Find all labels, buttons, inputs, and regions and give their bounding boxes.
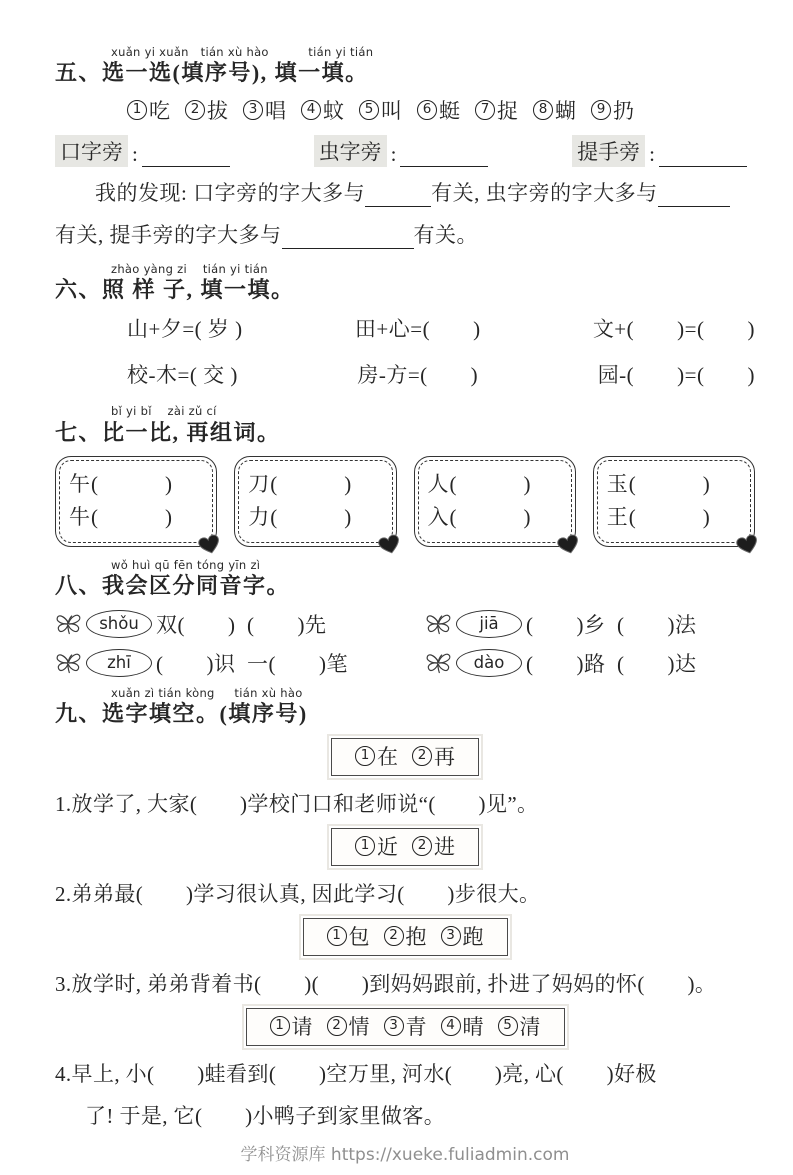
radical-label: 虫字旁	[314, 135, 387, 167]
option-item	[270, 1011, 313, 1041]
fill-sentence: 2.弟弟最( )学习很认真, 因此学习( )步很大。	[55, 881, 541, 906]
option-plaque	[303, 918, 508, 956]
option-item	[355, 741, 398, 771]
word-line: 王( )	[606, 504, 711, 529]
option-character: 进	[434, 834, 455, 859]
homophone-group	[55, 648, 425, 678]
option-character: 蜓	[439, 98, 460, 123]
option-number: 1	[270, 1016, 290, 1036]
option-plaque	[246, 1008, 565, 1046]
option-character: 近	[377, 834, 398, 859]
section-6	[55, 263, 755, 390]
section-9-title: 九、选字填空。(填序号)	[55, 701, 308, 727]
word-box-inner	[597, 460, 751, 543]
radical-label: 口字旁	[55, 135, 128, 167]
homophone-row	[55, 648, 755, 678]
equation: 房-方=( )	[357, 363, 479, 388]
butterfly-icon	[425, 651, 452, 675]
option-number: 6	[417, 100, 437, 120]
option-number: 8	[533, 100, 553, 120]
option-character: 吃	[149, 98, 170, 123]
word-box	[55, 456, 217, 547]
homophone-row	[55, 609, 755, 639]
option-number: 5	[359, 100, 379, 120]
option-character: 蚊	[323, 98, 344, 123]
option-plaque	[331, 738, 479, 776]
equation-row	[55, 359, 755, 389]
word-line: 刀( )	[248, 472, 353, 497]
radical-row	[55, 135, 755, 167]
fill-sentence: 3.放学时, 弟弟背着书( )( )到妈妈跟前, 扑进了妈妈的怀( )。	[55, 971, 717, 996]
word-box-inner	[59, 460, 213, 543]
word-line: 午( )	[69, 472, 173, 497]
pinyin-oval: shǒu	[86, 610, 152, 638]
option-item	[127, 95, 170, 125]
option-character: 请	[291, 1014, 313, 1039]
option-number: 7	[475, 100, 495, 120]
option-item	[243, 95, 286, 125]
word-line: 入( )	[427, 504, 532, 529]
word-box	[414, 456, 576, 547]
option-number: 5	[498, 1016, 518, 1036]
word-box-row	[55, 456, 755, 547]
section-7	[55, 405, 755, 547]
heart-icon	[375, 531, 403, 558]
option-plaque-wrap	[55, 738, 755, 776]
option-number: 2	[412, 746, 432, 766]
footer-source-text: 学科资源库 https://xueke.fuliadmin.com	[240, 1144, 570, 1165]
option-number: 1	[355, 746, 375, 766]
fill-blank	[658, 184, 730, 207]
fill-blank	[282, 226, 414, 249]
section-5	[55, 46, 755, 249]
option-item	[591, 95, 634, 125]
word-line: 牛( )	[69, 504, 173, 529]
discovery-text: 有关, 虫字旁的字大多与	[431, 180, 658, 205]
option-plaque-wrap	[55, 918, 755, 956]
homophone-text: ( )识 一( )笔	[156, 651, 348, 676]
option-number: 3	[384, 1016, 404, 1036]
option-character: 拔	[207, 98, 228, 123]
word-box-inner	[418, 460, 572, 543]
radical-item-tishou	[572, 135, 747, 167]
discovery-text: 有关, 提手旁的字大多与	[55, 222, 282, 247]
word-box	[593, 456, 755, 547]
radical-label: 提手旁	[572, 135, 645, 167]
homophone-group	[55, 609, 425, 639]
fill-blank	[365, 184, 431, 207]
section-7-title: 七、比一比, 再组词。	[55, 419, 281, 445]
option-item	[384, 1011, 427, 1041]
option-character: 扔	[613, 98, 634, 123]
option-number: 9	[591, 100, 611, 120]
option-item	[384, 921, 427, 951]
fill-blank	[142, 144, 230, 167]
option-character: 晴	[462, 1014, 484, 1039]
butterfly-icon	[55, 612, 82, 636]
option-number: 1	[327, 926, 347, 946]
option-plaque-wrap	[55, 1008, 755, 1046]
option-character: 再	[434, 744, 455, 769]
option-item	[417, 95, 460, 125]
word-line: 玉( )	[606, 472, 711, 497]
option-item	[412, 831, 455, 861]
fill-sentence: 4.早上, 小( )蛙看到( )空万里, 河水( )亮, 心( )好极	[55, 1061, 657, 1086]
equation: 田+心=( )	[354, 317, 481, 342]
butterfly-icon	[425, 612, 452, 636]
option-character: 抱	[405, 924, 427, 949]
option-plaque	[331, 828, 479, 866]
heart-icon	[196, 531, 224, 558]
option-number: 2	[327, 1016, 347, 1036]
option-character: 清	[519, 1014, 541, 1039]
option-number: 4	[441, 1016, 461, 1036]
pinyin-oval: zhī	[86, 649, 152, 677]
discovery-text: 我的发现: 口字旁的字大多与	[95, 180, 366, 205]
colon: :	[132, 141, 138, 166]
option-number: 2	[412, 836, 432, 856]
equation-row	[55, 313, 755, 343]
option-number: 1	[355, 836, 375, 856]
section-5-title: 五、选一选(填序号), 填一填。	[55, 60, 369, 86]
section-5-options	[55, 95, 755, 125]
homophone-text: ( )乡 ( )法	[526, 612, 697, 637]
option-item	[475, 95, 518, 125]
equation: 山+夕=( 岁 )	[127, 317, 243, 342]
option-number: 2	[185, 100, 205, 120]
option-number: 2	[384, 926, 404, 946]
option-item	[359, 95, 402, 125]
word-line: 力( )	[248, 504, 353, 529]
option-number: 3	[441, 926, 461, 946]
option-item	[327, 1011, 370, 1041]
discovery-line-1	[55, 177, 755, 207]
option-number: 1	[127, 100, 147, 120]
pinyin-oval: jiā	[456, 610, 522, 638]
homophone-text: 双( ) ( )先	[156, 612, 327, 637]
fill-blank	[659, 144, 747, 167]
option-character: 在	[377, 744, 398, 769]
homophone-group	[425, 609, 696, 639]
fill-sentence: 1.放学了, 大家( )学校门口和老师说“( )见”。	[55, 791, 539, 816]
section-5-pinyin: xuǎn yi xuǎn tián xù hào tián yi tián	[111, 45, 374, 59]
option-item	[412, 741, 455, 771]
option-character: 包	[348, 924, 370, 949]
radical-item-chong	[314, 135, 489, 167]
fill-blank	[400, 144, 488, 167]
heart-icon	[734, 531, 762, 558]
equation: 园-( )=( )	[597, 363, 755, 388]
radical-item-kou	[55, 135, 230, 167]
option-plaque-wrap	[55, 828, 755, 866]
option-character: 跑	[462, 924, 484, 949]
section-8	[55, 559, 755, 678]
option-character: 捉	[497, 98, 518, 123]
word-box-inner	[238, 460, 392, 543]
fill-sentence-continued: 了! 于是, 它( )小鸭子到家里做客。	[85, 1103, 446, 1128]
equation: 文+( )=( )	[592, 317, 755, 342]
section-9	[55, 687, 755, 1130]
option-character: 青	[405, 1014, 427, 1039]
option-item	[441, 1011, 484, 1041]
option-character: 叫	[381, 98, 402, 123]
pinyin-oval: dào	[456, 649, 522, 677]
option-character: 蝴	[555, 98, 576, 123]
word-box	[234, 456, 396, 547]
section-9-pinyin: xuǎn zì tián kòng tián xù hào	[111, 685, 303, 700]
option-item	[355, 831, 398, 861]
section-6-title: 六、照 样 子, 填一填。	[55, 276, 295, 302]
section-6-pinyin: zhào yàng zi tián yi tián	[111, 261, 268, 276]
heart-icon	[554, 531, 582, 558]
butterfly-icon	[55, 651, 82, 675]
option-item	[301, 95, 344, 125]
discovery-line-2	[55, 219, 755, 249]
colon: :	[390, 141, 397, 166]
option-item	[185, 95, 228, 125]
homophone-group	[425, 648, 696, 678]
option-item	[441, 921, 484, 951]
discovery-paragraph	[55, 177, 755, 249]
equation: 校-木=( 交 )	[127, 363, 238, 388]
section-7-pinyin: bǐ yi bǐ zài zǔ cí	[111, 404, 217, 419]
section-8-pinyin: wǒ huì qū fēn tóng yīn zì	[111, 558, 261, 573]
option-character: 唱	[265, 98, 286, 123]
word-line: 人( )	[427, 472, 532, 497]
homophone-text: ( )路 ( )达	[526, 651, 697, 676]
option-number: 3	[243, 100, 263, 120]
option-number: 4	[301, 100, 321, 120]
section-8-title: 八、我会区分同音字。	[55, 573, 291, 599]
option-item	[533, 95, 576, 125]
option-character: 情	[348, 1014, 370, 1039]
discovery-text: 有关。	[413, 222, 478, 247]
option-item	[498, 1011, 541, 1041]
option-item	[327, 921, 370, 951]
colon: :	[649, 141, 655, 166]
